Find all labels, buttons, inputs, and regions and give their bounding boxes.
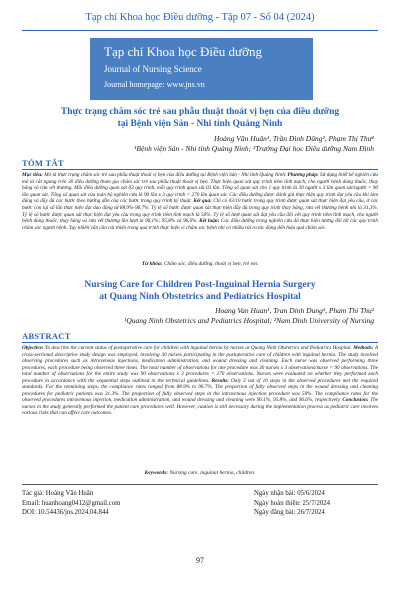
abstract-vn-lead-results: Kết quả: [193, 198, 212, 205]
authors-vn-block [134, 134, 374, 154]
abstract-en-lead-methods: Methods: [353, 345, 374, 351]
affiliations-en: ¹Quang Ninh Obstetrics and Pediatrics Hospital; ²Nam Dinh University of Nursing [124, 316, 374, 325]
abstract-vn-objective: Mô tả thực trạng chăm sóc trẻ sau phẫu thuật thoát vị bẹn của điều dưỡng tại Bệnh viện Sản - Nhi tỉnh Quảng Ninh. [42, 172, 288, 178]
authors-en: Hoang Van Huan¹, Tran Dinh Dung², Pham Thi Thu² [215, 306, 374, 315]
abstract-en-conclusion: The nurses in the study generally performed the patient care procedures well. However, caution is still necessary during the implementation process as pediatric care involves various risks that can affect care outcomes. [22, 397, 378, 417]
title-vn-line2: tại Bệnh viện Sản - Nhi tỉnh Quảng Ninh [117, 119, 283, 129]
keywords-vn-label: Từ khóa: [141, 261, 163, 267]
keywords-en-label: Keywords: [144, 470, 168, 476]
footer-left [22, 489, 120, 518]
affiliations-vn: ¹Bệnh viện Sản - Nhi tỉnh Quảng Ninh; ²Trường Đại học Điều dưỡng Nam Định [134, 144, 374, 153]
keywords-vn [0, 261, 400, 267]
keywords-vn-text: Chăm sóc, điều dưỡng, thoát vị bẹn, trẻ em. [162, 261, 259, 267]
authors-vn: Hoàng Văn Huân¹, Trần Đình Dũng², Phạm Thị Thư² [213, 134, 374, 143]
article-title-en [30, 279, 370, 303]
abstract-en-methods: A cross-sectional descriptive study design was employed, involving 30 nurses participating in the postoperative care of children with inguinal hernia. The study involved observing procedures such as intravenous injections, medication administration, and wound dressing and cleaning. Each nurse was observed performing three procedures, each procedure being observed three times. The total number of observations for one procedure was 30 nurses x 3 observations/nurse = 90 observations. The total number of observations for the entire study was 90 observations x 3 procedures = 270 observations. Nurses were evaluated on whether they performed each procedure in accordance with the sequential steps outlined in the technical guidelines. [22, 345, 378, 384]
title-en-line2: at Quang Ninh Obstetrics and Pediatrics Hospital [99, 292, 301, 302]
abstract-en-lead-conclusion: Conclusion: [342, 397, 369, 404]
abstract-en [22, 345, 378, 417]
abstract-vn-conclusion: Các điều dưỡng trong nghiên cứu đã thực hiện tương đối tốt các quy trình chăm sóc người bệnh. Tuy nhiên vẫn cần cải thiện trong quá trình thực hiện vì chăm sóc bệnh nhi có nhiều rủi ro tác động đến hiệu quả chăm sóc. [22, 218, 378, 231]
authors-en-block [124, 306, 374, 326]
footer-rule [22, 484, 378, 485]
abstract-vn-lead-conclusion: Kết luận: [199, 218, 220, 225]
running-head-rule [22, 30, 378, 31]
heading-tom-tat: TÓM TẮT [22, 158, 64, 168]
abstract-en-lead-results: Results: [211, 377, 229, 384]
abstract-vn [22, 172, 378, 231]
title-en-line1: Nursing Care for Children Post-Inguinal Hernia Surgery [84, 280, 316, 290]
article-title-vn [30, 106, 370, 130]
abstract-en-results: Only 3 out of 10 steps in the observed procedures met the required standards. For the remaining steps, the compliance rates ranged from 88.9% to 96.7%. The proportion of fully observed steps in the wound dressing and cleaning procedures for pediatric patients was 31.3%. The proportion of fully observed steps in the intravenous injection procedure was 50%. The compliance rates for the observed procedures intravenous injection, medication administration, and wound dressing and cleaning were 96.1%, 95.8%, and 96.6%, respectively. [22, 377, 379, 404]
keywords-en [0, 470, 400, 476]
footer-published: Ngày đăng bài: 26/7/2024 [254, 509, 325, 516]
title-vn-line1: Thực trạng chăm sóc trẻ sau phẫu thuật thoát vị bẹn của điều dưỡng [60, 107, 340, 117]
heading-tom-tat-rule [22, 169, 378, 170]
abstract-vn-results: Chỉ có 03/10 bước trong quy trình được quan sát thực hiện đạt yêu cầu, ở các bước còn lại số lần thực hiện đạt dao động từ 88,9%-96,7%. Tỷ lệ số bước được quan sát thực hiện đầy đủ trong quy trình thay băng, rửa vết thương bệnh nhi là 31,3%. Tỷ lệ số bước được quan sát thực hiện đạt yêu cầu trong quy trình tiêm tĩnh mạch là 50%. Tỷ lệ số lượt quan sát đạt yêu cầu đối với quy trình tiêm tĩnh mạch, cho người bệnh dùng thuốc, thay băng và rửa vết thương lần lượt là 96,1%; 95,8% và 96,6%. [22, 198, 379, 225]
footer-revised: Ngày hoàn thiện: 25/7/2024 [254, 499, 331, 507]
journal-subtitle: Journal of Nursing Science [104, 64, 202, 74]
journal-homepage: Journal homepage: www.jns.vn [104, 80, 205, 89]
footer-email[interactable]: Email: huanhoang0412@gmail.com [22, 499, 121, 507]
keywords-en-text: Nursing care, inguinal hernia, children. [168, 470, 256, 476]
abstract-vn-lead-methods: Phương pháp: [287, 172, 319, 178]
heading-abstract-rule [22, 342, 378, 343]
footer-author: Tác giả: Hoàng Văn Huân [22, 490, 94, 497]
abstract-vn-lead-objective: Mục tiêu: [22, 172, 43, 178]
footer-doi[interactable]: DOI: 10.54436/jns.2024.04.844 [22, 509, 109, 516]
footer-received: Ngày nhận bài: 05/6/2024 [254, 490, 325, 497]
abstract-vn-methods: Sử dụng thiết kế nghiên cứu mô tả cắt ngang trên 30 điều dưỡng tham gia chăm sóc trẻ sau phẫu thuật thoát vị bẹn. Thực hiện quan sát quy trình tiêm tĩnh mạch, cho người bệnh dùng thuốc, thay băng và rửa vết thương. Mỗi điều dưỡng quan sát 03 quy trình, mỗi quy trình quan sát 03 lần. Tổng số quan sát cho 1 quy trình là 30 người x 3 lần quan sát/người = 90 lần quan sát. Tổng số quan sát của toàn bộ nghiên cứu là 90 lần x 3 quy trình = 270 lần quan sát. Các điều dưỡng được đánh giá thực hiện quy trình đạt yêu cầu khi làm đúng và đầy đủ các bước theo hướng dẫn của các bước trong quy trình kỹ thuật. [22, 172, 379, 205]
abstract-en-lead-objective: Objective: [22, 345, 44, 351]
footer-right [254, 489, 330, 518]
journal-title: Tạp chí Khoa học Điều dưỡng [104, 44, 262, 59]
running-head: Tạp chí Khoa học Điều dưỡng - Tập 07 - Số 04 (2024) [85, 12, 315, 23]
journal-banner [90, 38, 313, 100]
heading-abstract: ABSTRACT [22, 331, 71, 341]
abstract-en-objective: To describe the current status of postoperative care for children with inguinal hernia by nurses at Quang Ninh Obstetrics and Pediatrics Hospital. [43, 345, 354, 351]
page-number: 97 [196, 556, 204, 565]
